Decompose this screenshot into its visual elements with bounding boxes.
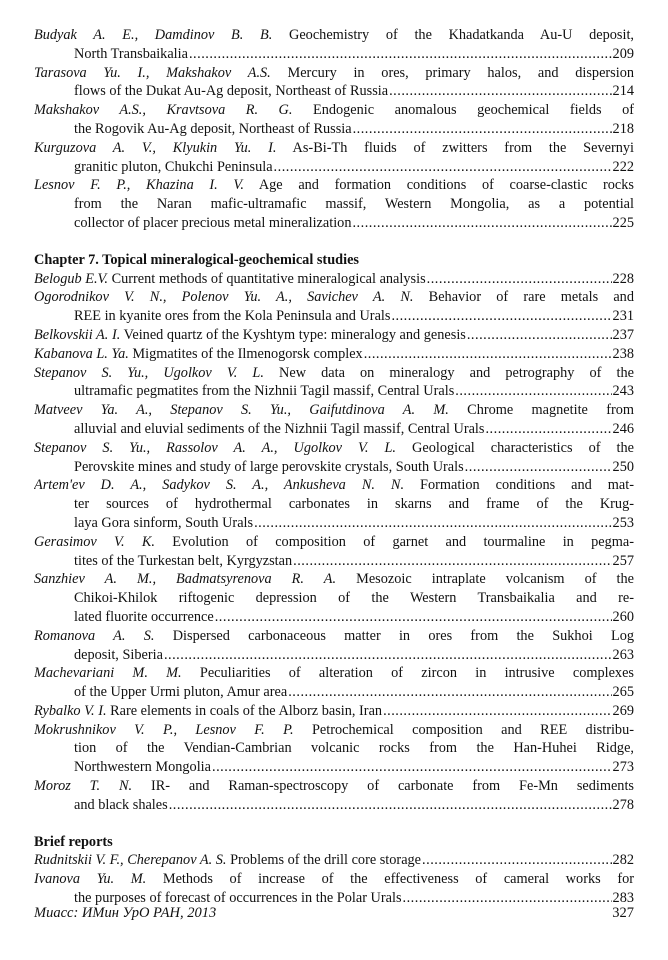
toc-entry-authors: Rudnitskii V. F., Cherepanov A. S. — [34, 852, 227, 869]
toc-entry-page: 238 — [612, 345, 634, 362]
toc-leader-dots — [353, 120, 612, 139]
toc-entry-line — [34, 608, 634, 627]
toc-leader-dots — [364, 345, 612, 364]
toc-entry-title-part: Dispersed carbonaceous matter in ores from the Sukhoi Log — [172, 627, 634, 644]
toc-leader-dots — [455, 382, 611, 401]
toc-entry-line — [34, 214, 634, 233]
toc-entry-text — [74, 796, 168, 815]
toc-entry-line — [34, 646, 634, 665]
toc-entry-line — [34, 533, 634, 552]
toc-entry-line — [34, 739, 634, 758]
toc-entry-line — [34, 721, 634, 740]
toc-entry-authors: Ivanova Yu. M. — [34, 871, 147, 888]
toc-entry-title-part: laya Gora sinform, South Urals — [74, 514, 254, 531]
toc-entry-authors: Moroz T. N. — [34, 778, 133, 795]
toc-entry — [34, 364, 634, 402]
toc-entry — [34, 627, 634, 665]
toc-entry-line — [34, 82, 634, 101]
toc-entry-title-part: alluvial and eluvial sediments of the Nizhnii Tagil massif, Central Urals — [74, 420, 485, 437]
toc-entry-line — [34, 476, 634, 495]
toc-leader-dots — [465, 458, 612, 477]
toc-leader-dots — [212, 758, 612, 777]
toc-entry-text — [74, 458, 464, 477]
toc-entry-title-part: Formation conditions and mat- — [420, 477, 634, 494]
toc-entry-title-part: tites of the Turkestan belt, Kyrgyzstan — [74, 552, 293, 569]
toc-entry-line — [34, 758, 634, 777]
toc-entry-line — [34, 495, 634, 514]
toc-entry-title-part: Geochemistry of the Khadatkanda Au-U deposit, — [289, 27, 634, 43]
toc-entry — [34, 139, 634, 177]
toc-entry-line — [34, 195, 634, 214]
toc-entry-title-part: from the Naran mafic-ultramafic massif, Western Mongolia, as a potential — [74, 196, 634, 213]
toc-entry-page: 260 — [612, 608, 634, 625]
toc-entry-text — [34, 270, 426, 289]
toc-entry-title-part: ter sources of hydrothermal carbonates in skarns and frame of the Krug- — [74, 496, 634, 513]
toc-entry-line — [34, 777, 634, 796]
toc-entry-title-part: Mercury in ores, primary halos, and dispersion — [287, 64, 634, 81]
toc-leader-dots — [288, 683, 611, 702]
toc-section-top — [34, 26, 634, 233]
toc-entry-authors: Matveev Ya. A., Stepanov S. Yu., Gaifutdinova A. M. — [34, 402, 449, 419]
toc-entry — [34, 533, 634, 571]
toc-entry-page: 231 — [612, 308, 634, 325]
toc-entry-page: 263 — [612, 646, 634, 663]
toc-entry — [34, 345, 634, 364]
toc-leader-dots — [164, 646, 612, 665]
toc-entry-title-part: Veined quartz of the Kyshtym type: mineralogy and genesis — [123, 326, 466, 343]
toc-entry-line — [34, 570, 634, 589]
toc-entry-line — [34, 270, 634, 289]
toc-entry-title-part: Problems of the drill core storage — [230, 852, 422, 869]
toc-leader-dots — [169, 796, 612, 815]
toc-entry-page: 278 — [612, 796, 634, 813]
toc-entry-page: 257 — [612, 552, 634, 569]
toc-entry — [34, 476, 634, 532]
toc-entry-title-part: flows of the Dukat Au-Ag deposit, Northeast of Russia — [74, 83, 389, 100]
toc-entry-authors: Budyak A. E., Damdinov B. B. — [34, 27, 273, 43]
toc-entry-authors: Artem'ev D. A., Sadykov S. A., Ankusheva N. N. — [34, 477, 405, 494]
toc-entry-page: 253 — [612, 514, 634, 531]
toc-entry-text — [74, 120, 352, 139]
toc-entry-text — [34, 851, 421, 870]
toc-entry — [34, 870, 634, 908]
toc-entry-page: 218 — [612, 120, 634, 137]
toc-entry-line — [34, 288, 634, 307]
toc-leader-dots — [254, 514, 611, 533]
toc-entry-title-part: Northwestern Mongolia — [74, 759, 211, 776]
toc-entry-title-part: Evolution of composition of garnet and tourmaline in pegma- — [172, 533, 634, 550]
toc-entry — [34, 101, 634, 139]
toc-entry-authors: Sanzhiev A. M., Badmatsyrenova R. A. — [34, 571, 337, 588]
toc-entry — [34, 176, 634, 232]
toc-entry-authors: Kurguzova A. V., Klyukin Yu. I. — [34, 139, 277, 156]
toc-entry-authors: Rybalko V. I. — [34, 702, 107, 719]
toc-entry-authors: Makshakov A.S., Kravtsova R. G. — [34, 102, 293, 119]
toc-entry-text — [74, 82, 388, 101]
toc-entry-title-part: IR- and Raman-spectroscopy of carbonate from Fe-Mn sediments — [150, 778, 634, 795]
toc-entry-page: 246 — [612, 420, 634, 437]
toc-entry-line — [34, 176, 634, 195]
toc-entry-title-part: New data on mineralogy and petrography of the — [279, 364, 634, 381]
toc-entry-title-part: Mesozoic intraplate volcanism of the — [356, 571, 634, 588]
table-of-contents — [34, 26, 634, 908]
toc-entry-authors: Belogub E.V. — [34, 270, 108, 287]
toc-entry-text — [74, 214, 351, 233]
toc-entry — [34, 851, 634, 870]
toc-entry-title-part: Endogenic anomalous geochemical fields of — [312, 102, 634, 119]
toc-entry — [34, 702, 634, 721]
toc-entry-title-part: Migmatites of the Ilmenogorsk complex — [132, 345, 363, 362]
toc-entry-line — [34, 401, 634, 420]
toc-entry-authors: Stepanov S. Yu., Ugolkov V. L. — [34, 364, 264, 381]
toc-entry — [34, 570, 634, 626]
toc-entry — [34, 777, 634, 815]
toc-entry-authors: Machevariani M. M. — [34, 665, 182, 682]
page-footer — [34, 905, 634, 922]
toc-entry-text — [34, 702, 382, 721]
chapter-7-heading: Chapter 7. Topical mineralogical-geochemical studies — [34, 251, 359, 268]
toc-entry-page: 265 — [612, 684, 634, 701]
toc-entry-title-part: deposit, Siberia — [74, 646, 163, 663]
toc-leader-dots — [215, 608, 612, 627]
toc-entry-title-part: of the Upper Urmi pluton, Amur area — [74, 684, 288, 701]
toc-entry-line — [34, 514, 634, 533]
toc-entry-line — [34, 870, 634, 889]
toc-entry-line — [34, 307, 634, 326]
toc-entry-text — [74, 420, 484, 439]
toc-entry-text — [74, 158, 273, 177]
toc-entry-page: 282 — [612, 852, 634, 869]
toc-entry — [34, 288, 634, 326]
toc-leader-dots — [383, 702, 611, 721]
toc-leader-dots — [293, 552, 611, 571]
toc-entry-line — [34, 627, 634, 646]
toc-entry-title-part: Chikoi-Khilok riftogenic depression of the Western Transbaikalia and re- — [74, 590, 634, 607]
toc-entry-line — [34, 120, 634, 139]
toc-entry-line — [34, 552, 634, 571]
toc-leader-dots — [274, 158, 612, 177]
toc-section-brief-reports — [34, 851, 634, 907]
toc-entry-authors: Lesnov F. P., Khazina I. V. — [34, 177, 244, 194]
toc-entry-title-part: REE in kyanite ores from the Kola Peninsula and Urals — [74, 308, 391, 325]
toc-entry — [34, 401, 634, 439]
toc-entry-title-part: Petrochemical composition and REE distribu- — [311, 721, 634, 738]
toc-leader-dots — [467, 326, 612, 345]
toc-entry-title-part: Current methods of quantitative mineralogical analysis — [111, 270, 426, 287]
toc-entry-line — [34, 439, 634, 458]
toc-entry-title-part: Chrome magnetite from — [467, 402, 634, 419]
toc-leader-dots — [427, 270, 612, 289]
toc-leader-dots — [189, 45, 612, 64]
toc-entry-title-part: As-Bi-Th fluids of zwitters from the Severnyi — [292, 139, 634, 156]
toc-entry-text — [74, 45, 188, 64]
toc-entry-line — [34, 589, 634, 608]
toc-entry-page: 269 — [612, 702, 634, 719]
toc-entry — [34, 439, 634, 477]
toc-entry-authors: Tarasova Yu. I., Makshakov A.S. — [34, 64, 271, 81]
toc-entry-title-part: Methods of increase of the effectiveness of cameral works for — [162, 871, 634, 888]
toc-entry-text — [74, 608, 214, 627]
toc-entry-title-part: tion of the Vendian-Cambrian volcanic rocks from the Han-Huhei Ridge, — [74, 740, 634, 757]
toc-entry-text — [74, 683, 287, 702]
toc-entry-authors: Mokrushnikov V. P., Lesnov F. P. — [34, 721, 294, 738]
toc-entry-text — [74, 646, 163, 665]
toc-entry-page: 228 — [612, 270, 634, 287]
toc-entry-title-part: Age and formation conditions of coarse-clastic rocks — [258, 177, 634, 194]
toc-entry-title-part: ultramafic pegmatites from the Nizhnii Tagil massif, Central Urals — [74, 383, 455, 400]
toc-entry-text — [74, 514, 253, 533]
toc-entry-page: 243 — [612, 383, 634, 400]
toc-entry-line — [34, 26, 634, 45]
toc-entry — [34, 664, 634, 702]
toc-entry-line — [34, 420, 634, 439]
toc-entry-page: 283 — [612, 890, 634, 907]
toc-entry-line — [34, 851, 634, 870]
toc-leader-dots — [352, 214, 611, 233]
toc-entry-page: 222 — [612, 158, 634, 175]
toc-entry-authors: Stepanov S. Yu., Rassolov A. A., Ugolkov V. L. — [34, 439, 397, 456]
toc-entry-title-part: Geological characteristics of the — [412, 439, 634, 456]
toc-entry-title-part: collector of placer precious metal mineralization — [74, 214, 352, 231]
toc-entry-page: 273 — [612, 759, 634, 776]
brief-reports-heading: Brief reports — [34, 833, 113, 850]
toc-entry-title-part: Behavior of rare metals and — [428, 289, 634, 306]
toc-entry — [34, 721, 634, 777]
toc-entry-text — [34, 345, 363, 364]
toc-entry-page: 209 — [612, 45, 634, 62]
toc-entry-title-part: Perovskite mines and study of large perovskite crystals, South Urals — [74, 458, 464, 475]
toc-entry-title-part: the purposes of forecast of occurrences in the Polar Urals — [74, 890, 402, 907]
toc-entry-line — [34, 64, 634, 83]
toc-leader-dots — [485, 420, 611, 439]
toc-entry-line — [34, 139, 634, 158]
toc-entry-title-part: Peculiarities of alteration of zircon in intrusive complexes — [199, 665, 634, 682]
toc-section-chapter-7 — [34, 270, 634, 815]
toc-entry-line — [34, 702, 634, 721]
toc-entry — [34, 270, 634, 289]
toc-entry-line — [34, 345, 634, 364]
toc-entry-title-part: North Transbaikalia — [74, 45, 188, 62]
toc-entry-title-part: granitic pluton, Chukchi Peninsula — [74, 158, 273, 175]
toc-entry — [34, 26, 634, 64]
toc-entry-page: 237 — [612, 326, 634, 343]
toc-entry-title-part: and black shales — [74, 796, 168, 813]
toc-entry-line — [34, 382, 634, 401]
toc-entry-page: 214 — [612, 83, 634, 100]
toc-entry-text — [74, 382, 454, 401]
toc-entry-page: 225 — [612, 214, 634, 231]
toc-entry — [34, 326, 634, 345]
toc-entry-authors: Belkovskii A. I. — [34, 326, 121, 343]
toc-entry-authors: Kabanova L. Ya. — [34, 345, 129, 362]
toc-leader-dots — [389, 82, 611, 101]
toc-entry-text — [34, 326, 466, 345]
toc-entry-line — [34, 796, 634, 815]
toc-entry-line — [34, 326, 634, 345]
toc-entry-text — [74, 552, 292, 571]
toc-entry-line — [34, 664, 634, 683]
page-number: 327 — [612, 905, 634, 921]
toc-entry-title-part: Rare elements in coals of the Alborz basin, Iran — [110, 702, 383, 719]
toc-entry-line — [34, 45, 634, 64]
toc-entry-line — [34, 101, 634, 120]
toc-entry — [34, 64, 634, 102]
toc-entry-title-part: the Rogovik Au-Ag deposit, Northeast of Russia — [74, 120, 352, 137]
toc-entry-text — [74, 758, 211, 777]
toc-entry-line — [34, 158, 634, 177]
toc-entry-authors: Romanova A. S. — [34, 627, 155, 644]
toc-entry-title-part: lated fluorite occurrence — [74, 608, 214, 625]
toc-leader-dots — [391, 307, 611, 326]
toc-leader-dots — [422, 851, 612, 870]
toc-entry-line — [34, 683, 634, 702]
toc-entry-text — [74, 307, 390, 326]
toc-entry-authors: Ogorodnikov V. N., Polenov Yu. A., Savichev A. N. — [34, 289, 414, 306]
toc-entry-page: 250 — [612, 458, 634, 475]
toc-entry-line — [34, 458, 634, 477]
publisher-footer: Миасс: ИМин УрО РАН, 2013 — [34, 905, 217, 921]
toc-entry-authors: Gerasimov V. K. — [34, 533, 155, 550]
toc-entry-line — [34, 364, 634, 383]
